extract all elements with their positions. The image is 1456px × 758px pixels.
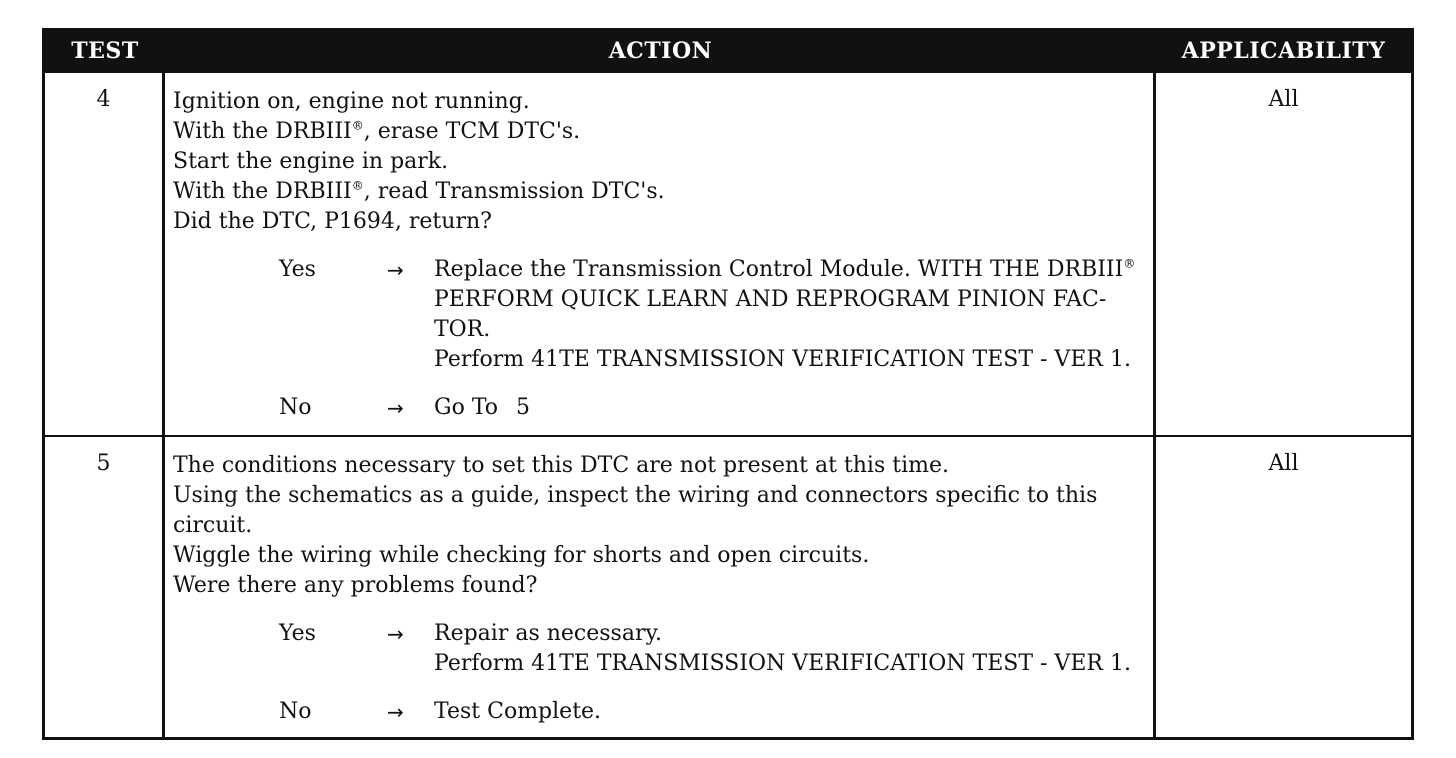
yes-line: Perform 41TE TRANSMISSION VERIFICATION TEST - VER 1. [434,651,1131,676]
yes-line: PERFORM QUICK LEARN AND REPROGRAM PINION FAC- [434,287,1107,312]
header-action: ACTION [608,38,713,64]
yes-text [434,255,1145,375]
diagnostic-test-table [42,28,1414,740]
arrow-right-icon: → [387,396,404,420]
action-step: With the DRBIII®, erase TCM DTC's. [173,118,581,144]
action-step: Were there any problems found? [173,573,538,598]
test-number: 4 [45,73,165,435]
goto-link[interactable]: Go To [434,395,499,420]
yes-line: Perform 41TE TRANSMISSION VERIFICATION TEST - VER 1. [434,347,1131,372]
registered-mark: ® [1123,256,1136,271]
yes-line: Repair as necessary. [434,621,662,646]
no-text: Test Complete. [434,699,602,724]
test-number: 5 [45,437,165,737]
arrow-right-icon: → [387,622,404,646]
goto-test-number[interactable]: 5 [516,395,531,420]
yes-line: Replace the Transmission Control Module. WITH THE DRBIII® [434,256,1136,282]
table-row [45,435,1411,737]
arrow-right-icon: → [387,700,404,724]
registered-mark: ® [351,118,364,133]
yes-label: Yes [279,257,316,282]
registered-mark: ® [351,178,364,193]
yes-text [434,619,1145,679]
action-step: Did the DTC, P1694, return? [173,209,492,234]
action-cell [165,73,1156,435]
header-test: TEST [71,38,139,64]
action-step: Using the schematics as a guide, inspect the wiring and connectors specific to this [173,483,1098,508]
no-label: No [279,699,312,724]
no-text [434,393,1145,423]
action-step: The conditions necessary to set this DTC are not present at this time. [173,453,949,478]
no-label: No [279,395,312,420]
action-step: circuit. [173,513,253,538]
yes-label: Yes [279,621,316,646]
header-applicability: APPLICABILITY [1181,38,1386,64]
applicability-cell: All [1268,87,1299,112]
table-header [45,31,1411,71]
action-step: Wiggle the wiring while checking for shorts and open circuits. [173,543,870,568]
yes-line: TOR. [434,317,491,342]
action-step: Ignition on, engine not running. [173,89,530,114]
no-outcome [173,697,1145,727]
table-row [45,71,1411,435]
yes-outcome [173,619,1145,679]
applicability-cell: All [1268,451,1299,476]
action-step: Start the engine in park. [173,149,449,174]
yes-outcome [173,255,1145,375]
action-cell [165,437,1156,737]
no-outcome [173,393,1145,423]
arrow-right-icon: → [387,258,404,282]
action-step: With the DRBIII®, read Transmission DTC's. [173,178,665,204]
